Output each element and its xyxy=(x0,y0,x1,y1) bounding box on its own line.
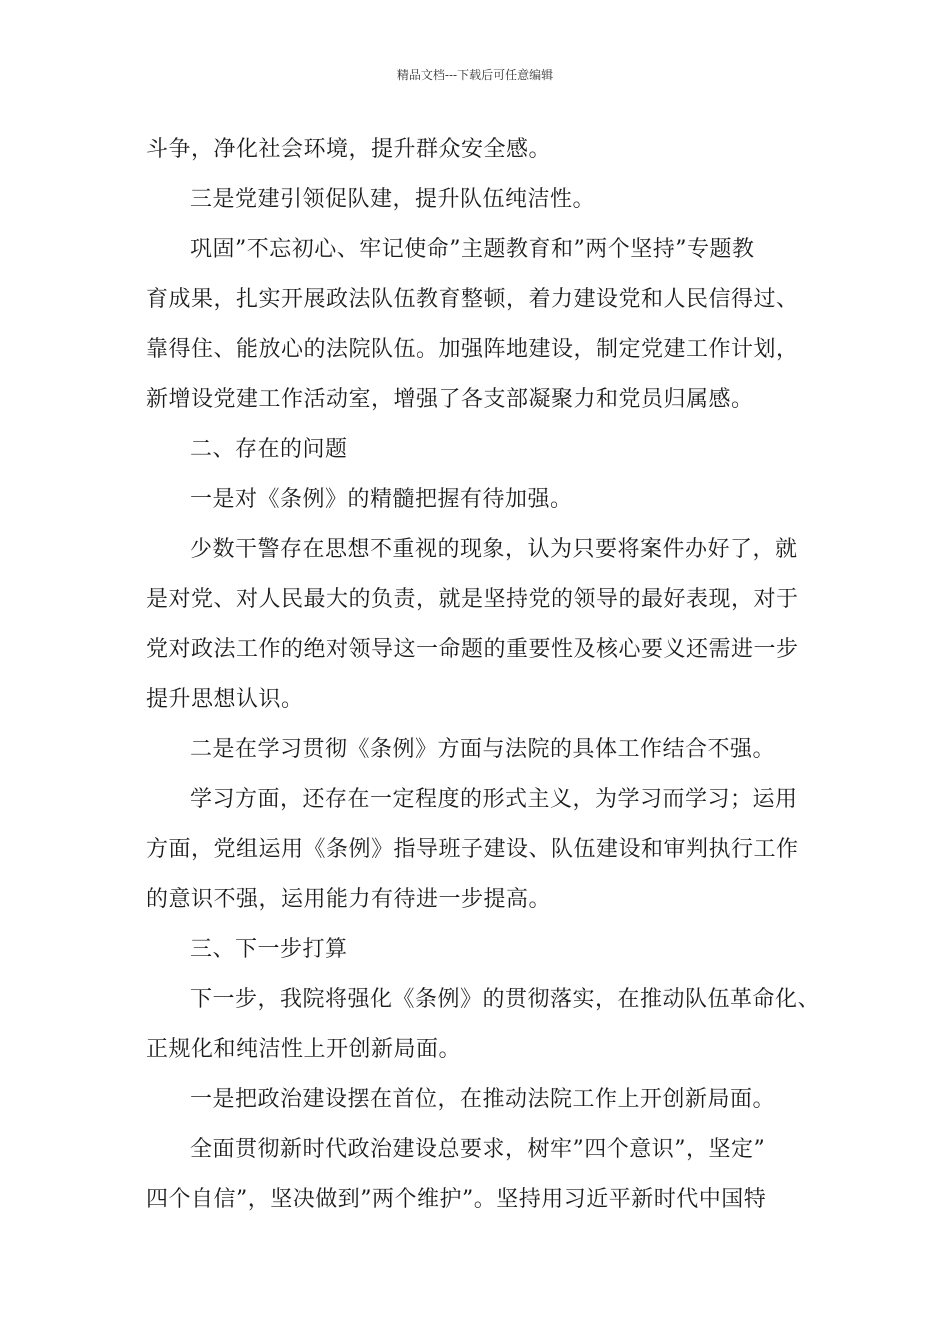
text-line: 的意识不强，运用能力有待进一步提高。 xyxy=(146,887,552,912)
section-heading: 二、存在的问题 xyxy=(190,437,348,462)
text-line: 三是党建引领促队建，提升队伍纯洁性。 xyxy=(190,187,596,212)
text-line: 新增设党建工作活动室，增强了各支部凝聚力和党员归属感。 xyxy=(146,387,754,412)
section-heading: 三、下一步打算 xyxy=(190,937,348,962)
text-line: 一是对《条例》的精髓把握有待加强。 xyxy=(190,487,573,512)
text-line: 靠得住、能放心的法院队伍。加强阵地建设，制定党建工作计划， xyxy=(146,337,799,362)
text-line: 方面，党组运用《条例》指导班子建设、队伍建设和审判执行工作 xyxy=(146,837,799,862)
text-line: 正规化和纯洁性上开创新局面。 xyxy=(146,1037,462,1062)
text-line: 党对政法工作的绝对领导这一命题的重要性及核心要义还需进一步 xyxy=(146,637,799,662)
text-line: 四个自信”，坚决做到”两个维护”。坚持用习近平新时代中国特 xyxy=(146,1187,767,1212)
text-line: 二是在学习贯彻《条例》方面与法院的具体工作结合不强。 xyxy=(190,737,776,762)
text-line: 学习方面，还存在一定程度的形式主义，为学习而学习；运用 xyxy=(190,787,798,812)
text-line: 一是把政治建设摆在首位，在推动法院工作上开创新局面。 xyxy=(190,1087,776,1112)
text-line: 少数干警存在思想不重视的现象，认为只要将案件办好了，就 xyxy=(190,537,798,562)
text-line: 下一步，我院将强化《条例》的贯彻落实，在推动队伍革命化、 xyxy=(190,987,821,1012)
text-line: 斗争，净化社会环境，提升群众安全感。 xyxy=(146,137,552,162)
text-line: 是对党、对人民最大的负责，就是坚持党的领导的最好表现，对于 xyxy=(146,587,799,612)
text-line: 全面贯彻新时代政治建设总要求，树牢”四个意识”，坚定” xyxy=(190,1137,766,1162)
text-line: 提升思想认识。 xyxy=(146,687,304,712)
text-line: 育成果，扎实开展政法队伍教育整顿，着力建设党和人民信得过、 xyxy=(146,287,799,312)
page-header: 精品文档---下载后可任意编辑 xyxy=(396,68,554,82)
text-line: 巩固”不忘初心、牢记使命”主题教育和”两个坚持”专题教 xyxy=(190,237,755,262)
